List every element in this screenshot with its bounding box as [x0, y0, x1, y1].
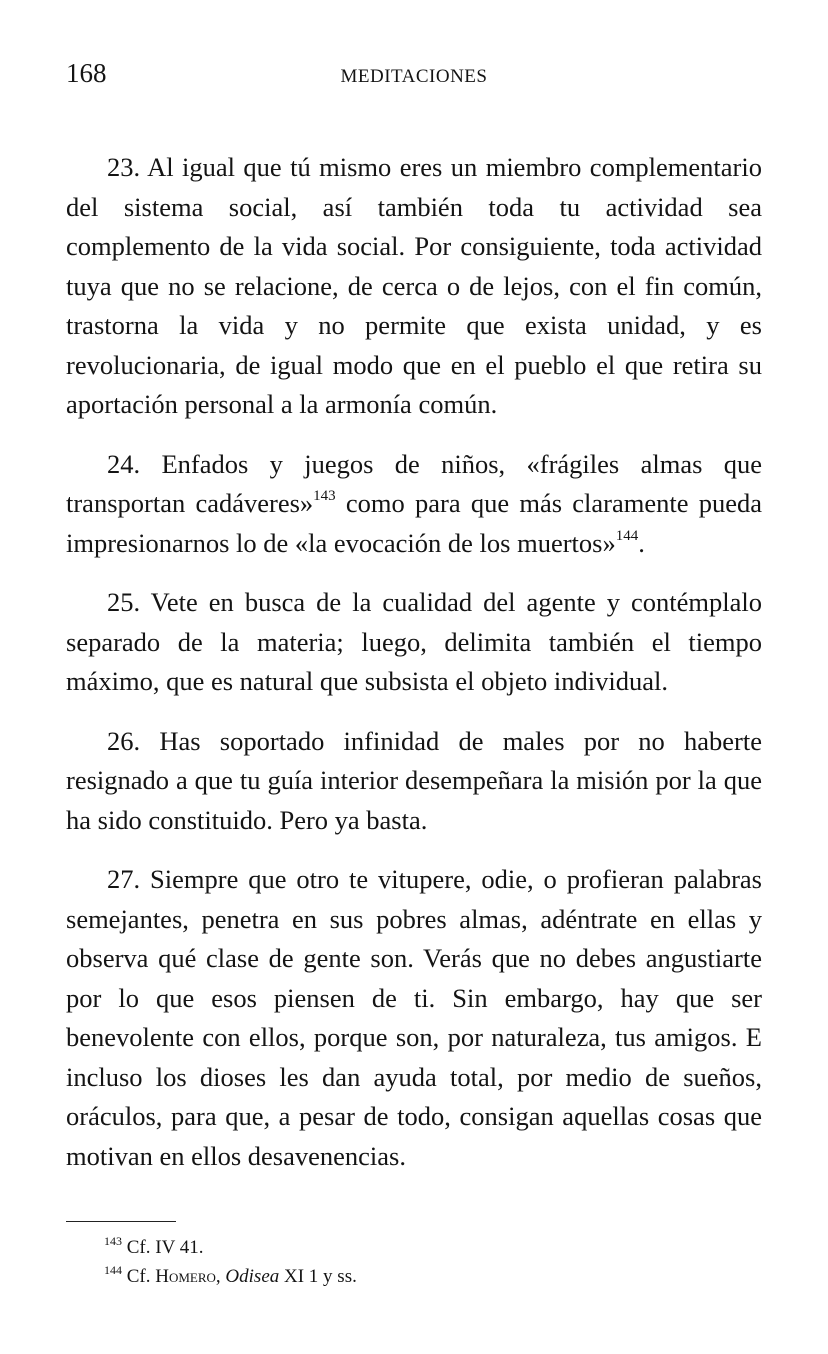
footnotes: [104, 1233, 357, 1291]
footnote-number: 143: [104, 1234, 122, 1248]
paragraph-text: Vete en busca de la cualidad del agente y contémplalo separado de la materia; luego, delimita también el tiempo máximo, que es natural que subsista el objeto individual.: [66, 587, 762, 696]
footnote-text: ,: [215, 1266, 226, 1287]
running-head: [66, 58, 762, 98]
paragraph-number: 27.: [107, 864, 141, 894]
paragraph-number: 26.: [107, 725, 141, 756]
footnote-143: [104, 1233, 357, 1262]
paragraph-number: 25.: [107, 587, 141, 617]
page-number: 168: [66, 58, 107, 88]
footnote-author: Homero: [155, 1266, 216, 1287]
footnote-divider: [66, 1221, 176, 1222]
paragraph-27: [66, 860, 762, 1176]
footnote-144: [104, 1262, 357, 1291]
paragraph-text: Siempre que otro te vitupere, odie, o profieran palabras semejantes, penetra en sus pobres almas, adéntrate en ellas y observa qué clase de gente son. Verás que no debes angustiarte por lo que esos piensen de ti. Sin embargo, hay que ser benevolente con ellos, porque son, por naturaleza, tus amigos. E incluso los dioses les dan ayuda total, por medio de sueños, oráculos, para que, a pesar de todo, consigan aquellas cosas que motivan en ellos desavenencias.: [66, 864, 762, 1171]
paragraph-number: 24.: [107, 448, 141, 479]
paragraph-text: .: [638, 527, 645, 558]
footnote-number: 144: [104, 1263, 122, 1277]
paragraph-text: Enfados y juegos de niños, «frágiles almas que transportan cadáveres»: [66, 448, 762, 518]
paragraph-text: Al igual que tú mismo eres un miembro complementario del sistema social, así también toda tu actividad sea complemento de la vida social. Por consiguiente, toda actividad tuya que no se relacione, de cerca o de lejos, con el fin común, trastorna la vida y no permite que exista unidad, y es revolucionaria, de igual modo que en el pueblo el que retira su aportación personal a la armonía común.: [66, 152, 762, 419]
footnote-text: Cf. IV 41.: [126, 1237, 204, 1258]
paragraph-25: [66, 583, 762, 702]
paragraph-number: 23.: [107, 152, 141, 182]
paragraph-26: [66, 722, 762, 841]
paragraph-24: [66, 445, 762, 564]
paragraph-text: como para que más claramente pueda impresionarnos lo de «la evocación de los muertos»: [66, 488, 762, 558]
footnote-ref-143[interactable]: 143: [313, 488, 336, 504]
footnote-text: Cf.: [126, 1266, 156, 1287]
footnote-ref-144[interactable]: 144: [615, 527, 639, 544]
body-text: [66, 148, 762, 1196]
paragraph-text: Has soportado infinidad de males por no haberte resignado a que tu guía interior desempeñara la misión por la que ha sido constituido. Pero ya basta.: [66, 725, 762, 835]
paragraph-23: [66, 148, 762, 425]
footnote-text: XI 1 y ss.: [279, 1266, 357, 1287]
running-title: MEDITACIONES: [340, 66, 488, 87]
footnote-work-title: Odisea: [225, 1266, 280, 1287]
